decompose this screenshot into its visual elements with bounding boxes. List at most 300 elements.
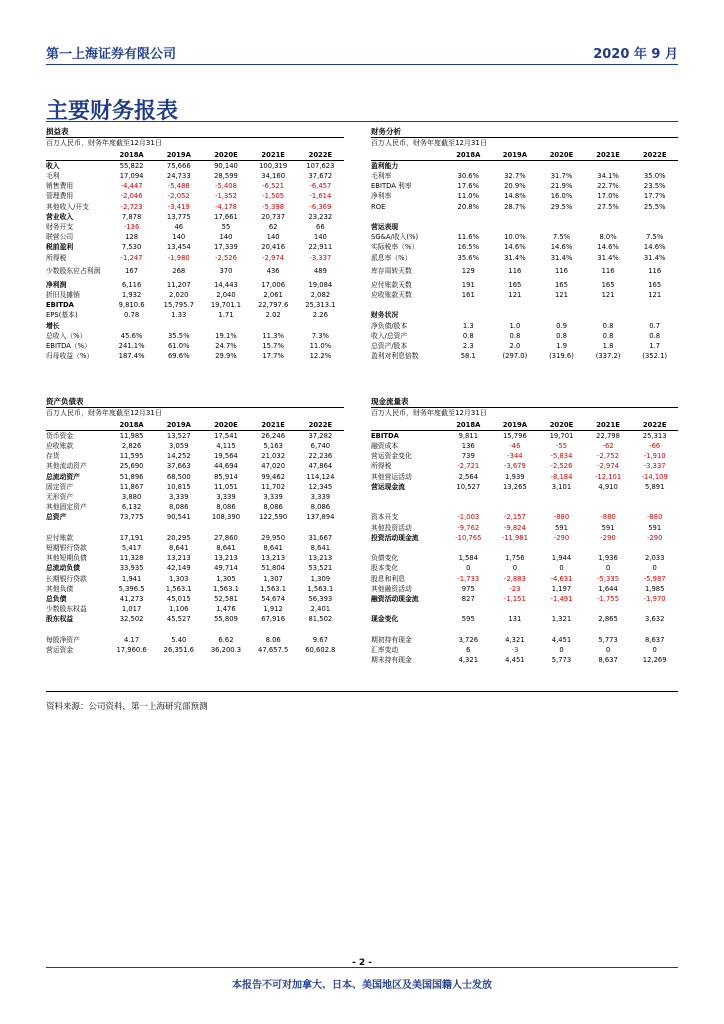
row-label: 其他收入/开支 xyxy=(46,202,90,211)
value-cell: 23.5% xyxy=(643,182,666,191)
row-label: 应收账款天数 xyxy=(371,290,412,299)
financial-table xyxy=(46,420,344,655)
value-cell: 17,006 xyxy=(261,280,286,289)
value-cell: -11,981 xyxy=(501,533,529,542)
value-cell: 34,160 xyxy=(261,172,286,181)
value-cell: 1,106 xyxy=(169,605,189,614)
value-cell: 29,950 xyxy=(261,533,286,542)
year-header: 2021E xyxy=(585,420,632,431)
row-label: 应付账款天数 xyxy=(371,280,412,289)
table-row xyxy=(371,553,678,563)
value-cell: -880 xyxy=(553,513,570,522)
source-note: 资料来源：公司资料，第一上海研究部预测 xyxy=(46,702,208,712)
row-label: 收入/总资产 xyxy=(371,331,408,340)
value-cell: 0 xyxy=(652,645,657,654)
value-cell: 3,339 xyxy=(310,493,331,501)
value-cell: 37,663 xyxy=(166,462,191,471)
value-cell: 36,200.3 xyxy=(210,645,242,654)
value-cell: 13,265 xyxy=(502,482,527,491)
row-label: 净利率 xyxy=(371,192,392,201)
value-cell: 54,674 xyxy=(261,594,286,603)
value-cell: -2,052 xyxy=(167,192,190,201)
value-cell: 8,637 xyxy=(644,635,665,644)
value-cell: 8,641 xyxy=(169,543,189,552)
row-label: 营运表现 xyxy=(371,223,399,231)
value-cell: 58.1 xyxy=(460,352,476,361)
table-row xyxy=(371,280,678,290)
value-cell: 51,896 xyxy=(119,472,144,481)
table-row xyxy=(46,615,344,625)
value-cell: 2,033 xyxy=(644,554,665,563)
value-cell: 22,911 xyxy=(308,243,333,252)
value-cell: 23,232 xyxy=(308,212,333,221)
table-row xyxy=(46,351,344,361)
row-label: 其他短期负债 xyxy=(46,554,87,563)
value-cell: 7,530 xyxy=(121,243,142,252)
value-cell: 122,590 xyxy=(259,513,288,522)
value-cell: -12,101 xyxy=(594,472,622,481)
value-cell: 42,149 xyxy=(166,564,191,573)
value-cell: 17,191 xyxy=(119,533,144,542)
value-cell: 5,773 xyxy=(551,656,572,664)
value-cell: -1,003 xyxy=(457,513,480,522)
row-label: 期末持有现金 xyxy=(371,656,412,664)
value-cell: 13,527 xyxy=(166,431,191,440)
value-cell: 25,313.1 xyxy=(305,301,336,310)
table-row xyxy=(371,543,678,553)
table-row xyxy=(46,452,344,462)
value-cell: 8,086 xyxy=(263,503,283,512)
row-label: 营运资金变化 xyxy=(371,452,412,461)
row-label: 无形资产 xyxy=(46,493,74,501)
table-row xyxy=(46,482,344,492)
value-cell: 31.4% xyxy=(550,253,573,262)
value-cell: 1,321 xyxy=(551,615,572,624)
value-cell: 29.5% xyxy=(550,202,573,211)
value-cell: 62 xyxy=(268,223,278,231)
value-cell: 100,319 xyxy=(259,161,288,170)
row-label: SG&A/收入(%) xyxy=(371,233,419,242)
value-cell: 4,321 xyxy=(458,656,479,664)
value-cell: 45,015 xyxy=(166,594,191,603)
value-cell: 8,637 xyxy=(598,656,618,664)
value-cell xyxy=(445,222,492,232)
panel-balance xyxy=(46,396,344,655)
value-cell: 1.9 xyxy=(556,341,567,350)
row-label: 销售费用 xyxy=(46,182,74,191)
value-cell xyxy=(631,625,678,635)
value-cell: 6 xyxy=(466,645,471,654)
value-cell: -1,505 xyxy=(262,192,285,201)
panel-title: 损益表 xyxy=(46,126,344,138)
value-cell xyxy=(631,222,678,232)
value-cell: 2,564 xyxy=(458,472,479,481)
value-cell: 7,878 xyxy=(121,212,142,221)
value-cell xyxy=(492,300,539,310)
value-cell: 121 xyxy=(648,290,662,299)
value-cell xyxy=(445,161,492,172)
table-row xyxy=(46,472,344,482)
panel-unit: 百万人民币，财务年度截至12月31日 xyxy=(46,139,162,147)
value-cell: 19.1% xyxy=(215,331,237,340)
value-cell: 55,809 xyxy=(214,615,238,624)
value-cell: 14,443 xyxy=(214,280,238,289)
header-company: 第一上海证券有限公司 xyxy=(46,47,177,62)
value-cell: 68,500 xyxy=(166,472,191,481)
value-cell: 241.1% xyxy=(118,341,145,350)
value-cell: 1,944 xyxy=(551,554,572,563)
row-label: 固定资产 xyxy=(46,482,74,491)
row-label: 毛利率 xyxy=(371,172,392,181)
row-label: 财务开支 xyxy=(46,223,74,231)
value-cell: 8,086 xyxy=(310,503,331,512)
row-label: 总资产 xyxy=(46,513,67,522)
value-cell: 11.0% xyxy=(457,192,480,201)
table-row xyxy=(46,543,344,553)
value-cell: 66 xyxy=(316,223,325,231)
value-cell: 140 xyxy=(313,233,327,242)
value-cell xyxy=(585,212,632,222)
value-cell: 0 xyxy=(652,564,657,573)
year-header: 2018A xyxy=(108,150,155,161)
table-row xyxy=(46,513,344,523)
value-cell: 7.3% xyxy=(311,331,330,340)
table-row xyxy=(46,222,344,232)
row-label: 总流动资产 xyxy=(46,472,80,481)
panel-unit: 百万人民币，财务年度截至12月31日 xyxy=(371,409,487,417)
value-cell xyxy=(492,503,539,513)
value-cell: 1.3 xyxy=(462,321,474,330)
value-cell: 0.9 xyxy=(556,321,567,330)
value-cell: 17,541 xyxy=(214,431,238,440)
value-cell xyxy=(155,321,202,331)
value-cell: 55 xyxy=(221,223,231,231)
value-cell xyxy=(631,503,678,513)
value-cell xyxy=(538,222,585,232)
value-cell: 1,941 xyxy=(121,574,142,583)
value-cell: 6,116 xyxy=(121,280,142,289)
value-cell xyxy=(538,212,585,222)
value-cell: 2,401 xyxy=(310,605,331,614)
value-cell: (337.2) xyxy=(595,352,621,361)
table-row xyxy=(46,321,344,331)
value-cell xyxy=(538,311,585,321)
value-cell: 1.71 xyxy=(218,311,234,320)
value-cell: 2,020 xyxy=(169,290,189,299)
value-cell: -6,521 xyxy=(262,182,285,191)
row-label: 少数股东权益 xyxy=(46,605,87,614)
value-cell: 0.8 xyxy=(649,331,661,340)
row-label: 其他融资活动 xyxy=(371,584,412,593)
table-row xyxy=(46,503,344,513)
value-cell: 0.7 xyxy=(649,321,661,330)
value-cell: -290 xyxy=(600,533,616,542)
table-row xyxy=(46,202,344,212)
value-cell xyxy=(297,321,344,331)
value-cell xyxy=(538,543,585,553)
table-row xyxy=(371,604,678,614)
value-cell: 2,865 xyxy=(598,615,618,624)
value-cell: -290 xyxy=(553,533,570,542)
row-label: 实际税率（%） xyxy=(371,243,419,252)
value-cell: 11,702 xyxy=(261,482,286,491)
table-row xyxy=(46,625,344,635)
value-cell: -136 xyxy=(123,223,140,231)
value-cell: 1,563.1 xyxy=(260,584,287,593)
value-cell: 20.9% xyxy=(504,182,526,191)
value-cell: -5,398 xyxy=(262,202,285,211)
value-cell: 45.6% xyxy=(120,331,143,340)
value-cell: 3,880 xyxy=(121,493,142,501)
row-label: 净负债/股本 xyxy=(371,321,408,330)
value-cell: 17.0% xyxy=(597,192,619,201)
value-cell xyxy=(585,492,632,502)
value-cell: 0 xyxy=(512,564,518,573)
table-row xyxy=(371,300,678,310)
table-row xyxy=(46,533,344,543)
value-cell: -880 xyxy=(646,513,663,522)
value-cell: 1,939 xyxy=(505,472,525,481)
value-cell: 2,040 xyxy=(216,290,236,299)
value-cell: 9.67 xyxy=(312,635,328,644)
value-cell: -1,970 xyxy=(643,594,666,603)
value-cell: 1,932 xyxy=(121,290,142,299)
value-cell: 27,860 xyxy=(214,533,238,542)
table-row xyxy=(371,171,678,181)
value-cell: 116 xyxy=(601,266,615,275)
header-label-cell xyxy=(371,150,445,161)
value-cell: 90,541 xyxy=(166,513,191,522)
value-cell xyxy=(108,625,155,635)
value-cell: -1,614 xyxy=(309,192,332,201)
value-cell: 137,894 xyxy=(306,513,335,522)
value-cell: 47,020 xyxy=(261,462,286,471)
value-cell xyxy=(492,604,539,614)
table-row xyxy=(371,202,678,212)
value-cell: 37,672 xyxy=(308,172,333,181)
financial-table xyxy=(371,420,678,666)
table-row xyxy=(46,331,344,341)
table-row xyxy=(371,564,678,574)
table-row xyxy=(46,263,344,280)
value-cell: 35.5% xyxy=(167,331,190,340)
value-cell: 30.6% xyxy=(457,172,480,181)
value-cell: 0.8 xyxy=(556,331,567,340)
value-cell: 975 xyxy=(461,584,475,593)
table-row xyxy=(46,594,344,604)
value-cell: 60,602.8 xyxy=(305,645,336,654)
row-label: 其他投资活动 xyxy=(371,523,412,532)
table-row xyxy=(371,584,678,594)
year-header: 2020E xyxy=(202,420,249,431)
value-cell: 81,502 xyxy=(308,615,333,624)
value-cell: 8,641 xyxy=(310,543,331,552)
value-cell: 0.8 xyxy=(602,331,614,340)
financial-table xyxy=(371,150,678,362)
year-header: 2022E xyxy=(297,420,344,431)
value-cell: 16.0% xyxy=(550,192,573,201)
value-cell xyxy=(492,212,539,222)
value-cell xyxy=(297,523,344,533)
table-row xyxy=(371,615,678,625)
value-cell xyxy=(108,321,155,331)
value-cell: 11,207 xyxy=(166,280,191,289)
value-cell: 1,563.1 xyxy=(165,584,192,593)
value-cell: 1,563.1 xyxy=(212,584,239,593)
table-row xyxy=(371,212,678,222)
value-cell: 11,051 xyxy=(214,482,238,491)
value-cell: 24.7% xyxy=(215,341,237,350)
value-cell xyxy=(445,212,492,222)
value-cell: -46 xyxy=(509,442,521,451)
value-cell: 1.33 xyxy=(171,311,187,320)
value-cell: 13,213 xyxy=(166,554,191,563)
value-cell: 22.7% xyxy=(597,182,619,191)
value-cell: 1,476 xyxy=(216,605,236,614)
row-label: 短期银行贷款 xyxy=(46,543,87,552)
value-cell: 28,599 xyxy=(214,172,238,181)
value-cell xyxy=(492,492,539,502)
table-header-row xyxy=(46,150,344,161)
value-cell: 10,527 xyxy=(456,482,481,491)
value-cell: 827 xyxy=(461,594,475,603)
value-cell: 121 xyxy=(554,290,568,299)
year-header: 2019A xyxy=(155,150,202,161)
table-row xyxy=(46,604,344,614)
value-cell: 9,810.6 xyxy=(118,301,145,310)
table-row xyxy=(371,222,678,232)
value-cell: 11,985 xyxy=(119,431,144,440)
value-cell: 191 xyxy=(461,280,475,289)
value-cell: 7.5% xyxy=(552,233,571,242)
value-cell: 51,804 xyxy=(261,564,286,573)
row-label: 营运现金流 xyxy=(371,482,405,491)
value-cell: 75,666 xyxy=(166,161,191,170)
value-cell: -23 xyxy=(509,584,521,593)
panel-unit: 百万人民币，财务年度截至12月31日 xyxy=(371,139,487,147)
value-cell xyxy=(538,604,585,614)
year-header: 2020E xyxy=(538,420,585,431)
value-cell: 6,740 xyxy=(310,442,331,451)
value-cell xyxy=(250,625,297,635)
value-cell: 45,527 xyxy=(166,615,191,624)
row-label xyxy=(46,523,108,533)
value-cell xyxy=(585,543,632,553)
value-cell: 14.6% xyxy=(597,243,619,252)
value-cell: (319.6) xyxy=(549,352,574,361)
value-cell: 73,775 xyxy=(119,513,144,522)
value-cell: 13,213 xyxy=(308,554,333,563)
value-cell: 6,132 xyxy=(121,503,142,512)
value-cell: 11,595 xyxy=(119,452,144,461)
table-row xyxy=(371,574,678,584)
row-label: 增长 xyxy=(46,321,60,330)
row-label: 股本变化 xyxy=(371,564,399,573)
value-cell: -5,335 xyxy=(597,574,620,583)
table-row xyxy=(371,452,678,462)
value-cell: 136 xyxy=(461,442,475,451)
year-header: 2022E xyxy=(297,150,344,161)
row-label: 其他固定资产 xyxy=(46,503,87,512)
value-cell xyxy=(108,523,155,533)
value-cell: 5,396.5 xyxy=(118,584,145,593)
value-cell: 52,581 xyxy=(214,594,238,603)
row-label xyxy=(46,625,108,635)
value-cell: 116 xyxy=(648,266,662,275)
value-cell: 5.40 xyxy=(171,635,187,644)
row-label: 所得税 xyxy=(46,253,67,262)
value-cell: 85,914 xyxy=(214,472,238,481)
value-cell xyxy=(631,543,678,553)
table-row xyxy=(371,311,678,321)
value-cell: 21.9% xyxy=(550,182,573,191)
row-label: 股息和利息 xyxy=(371,574,405,583)
value-cell: 2.26 xyxy=(312,311,328,320)
value-cell: 15,795.7 xyxy=(163,301,194,310)
header-label-cell xyxy=(46,420,108,431)
value-cell: 15.7% xyxy=(262,341,284,350)
table-row xyxy=(371,482,678,492)
value-cell: 22,236 xyxy=(308,452,333,461)
year-header: 2019A xyxy=(492,420,539,431)
table-row xyxy=(46,161,344,172)
value-cell: (352.1) xyxy=(642,352,668,361)
value-cell: 19,564 xyxy=(214,452,238,461)
value-cell: 370 xyxy=(219,266,233,275)
table-row xyxy=(46,523,344,533)
row-label: 现金变化 xyxy=(371,615,399,624)
value-cell: 0 xyxy=(605,645,611,654)
row-label: 融资活动现金流 xyxy=(371,594,419,603)
value-cell: -5,834 xyxy=(550,452,573,461)
year-header: 2020E xyxy=(538,150,585,161)
value-cell xyxy=(492,311,539,321)
value-cell: 34.1% xyxy=(597,172,619,181)
value-cell: -66 xyxy=(649,442,661,451)
value-cell: 187.4% xyxy=(118,352,145,361)
value-cell xyxy=(202,625,249,635)
table-row xyxy=(46,564,344,574)
table-row xyxy=(46,441,344,451)
row-label: 其他营运活动 xyxy=(371,472,412,481)
year-header: 2020E xyxy=(202,150,249,161)
value-cell: 14.6% xyxy=(504,243,526,252)
value-cell: -2,752 xyxy=(597,452,620,461)
table-row xyxy=(371,655,678,665)
footer-divider xyxy=(46,967,678,968)
value-cell: 4.17 xyxy=(124,635,140,644)
value-cell: 489 xyxy=(313,266,327,275)
value-cell: 35.6% xyxy=(457,253,480,262)
table-row xyxy=(46,192,344,202)
value-cell: -6,457 xyxy=(309,182,332,191)
value-cell: 0 xyxy=(466,564,471,573)
value-cell: 12,269 xyxy=(642,656,667,664)
row-label: 营业收入 xyxy=(46,212,74,221)
row-label: 股东权益 xyxy=(46,615,74,624)
value-cell: 1,305 xyxy=(216,574,236,583)
value-cell: 11.6% xyxy=(457,233,480,242)
value-cell: 19,701 xyxy=(549,431,574,440)
value-cell xyxy=(445,604,492,614)
row-label: 长期银行贷款 xyxy=(46,574,87,583)
row-label: 联营公司 xyxy=(46,233,74,242)
value-cell: 17.7% xyxy=(262,352,284,361)
row-label: 其他流动资产 xyxy=(46,462,87,471)
value-cell: 165 xyxy=(648,280,662,289)
value-cell: 20,295 xyxy=(166,533,191,542)
row-label: 货币资金 xyxy=(46,431,74,440)
